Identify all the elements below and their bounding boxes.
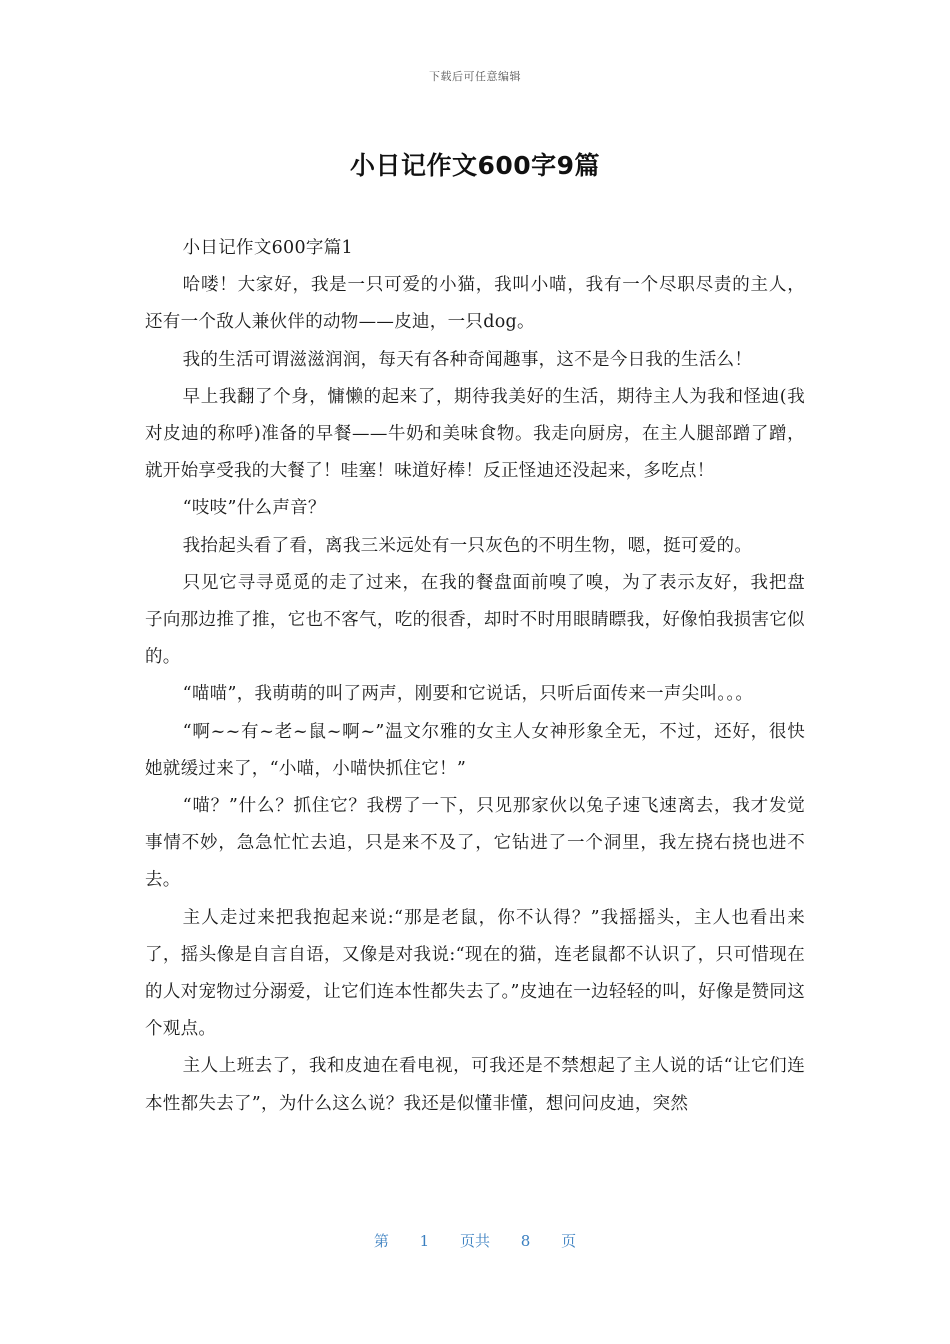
paragraph: 哈喽！大家好，我是一只可爱的小猫，我叫小喵，我有一个尽职尽责的主人，还有一个敌人兼伙伴的动物——皮迪，一只dog。 — [145, 275, 805, 333]
page-footer — [0, 1230, 950, 1251]
paragraph: “啊~~有~老~鼠~啊~”温文尔雅的女主人女神形象全无，不过，还好，很快她就缓过来了，“小喵，小喵快抓住它！” — [145, 721, 805, 779]
paragraph: 主人走过来把我抱起来说:“那是老鼠，你不认得？”我摇摇头，主人也看出来了，摇头像是自言自语，又像是对我说:“现在的猫，连老鼠都不认识了，只可惜现在的人对宠物过分溺爱，让它们连本性都失去了。”皮迪在一边轻轻的叫，好像是赞同这个观点。 — [145, 907, 805, 1040]
document-title: 小日记作文600字9篇 — [349, 151, 601, 180]
current-page-number: 1 — [419, 1232, 430, 1250]
paragraph: 主人上班去了，我和皮迪在看电视，可我还是不禁想起了主人说的话“让它们连本性都失去了”，为什么这么说？我还是似懂非懂，想问问皮迪，突然 — [145, 1056, 805, 1114]
header-note: 下载后可任意编辑 — [429, 70, 521, 83]
page-label-middle: 页共 — [459, 1232, 490, 1250]
paragraph: 早上我翻了个身，慵懒的起来了，期待我美好的生活，期待主人为我和怪迪(我对皮迪的称呼)准备的早餐——牛奶和美味食物。我走向厨房，在主人腿部蹭了蹭，就开始享受我的大餐了！哇塞！味道好棒！反正怪迪还没起来，多吃点！ — [145, 386, 805, 482]
paragraph: “吱吱”什么声音？ — [182, 498, 326, 519]
page-label-suffix: 页 — [561, 1232, 577, 1250]
paragraph: “喵？”什么？抓住它？我楞了一下，只见那家伙以兔子速飞速离去，我才发觉事情不妙，急急忙忙去追，只是来不及了，它钻进了一个洞里，我左挠右挠也进不去。 — [145, 796, 805, 891]
total-pages-number: 8 — [520, 1232, 531, 1250]
document-body — [145, 230, 805, 1123]
paragraph: 只见它寻寻觅觅的走了过来，在我的餐盘面前嗅了嗅，为了表示友好，我把盘子向那边推了推，它也不客气，吃的很香，却时不时用眼睛瞟我，好像怕我损害它似的。 — [145, 572, 805, 668]
section-heading: 小日记作文600字篇1 — [182, 238, 353, 258]
page-label-prefix: 第 — [373, 1232, 389, 1250]
paragraph: “喵喵”，我萌萌的叫了两声，刚要和它说话，只听后面传来一声尖叫。。。 — [182, 684, 754, 705]
paragraph: 我抬起头看了看，离我三米远处有一只灰色的不明生物，嗯，挺可爱的。 — [182, 535, 753, 556]
paragraph: 我的生活可谓滋滋润润，每天有各种奇闻趣事，这不是今日我的生活么！ — [182, 349, 753, 370]
